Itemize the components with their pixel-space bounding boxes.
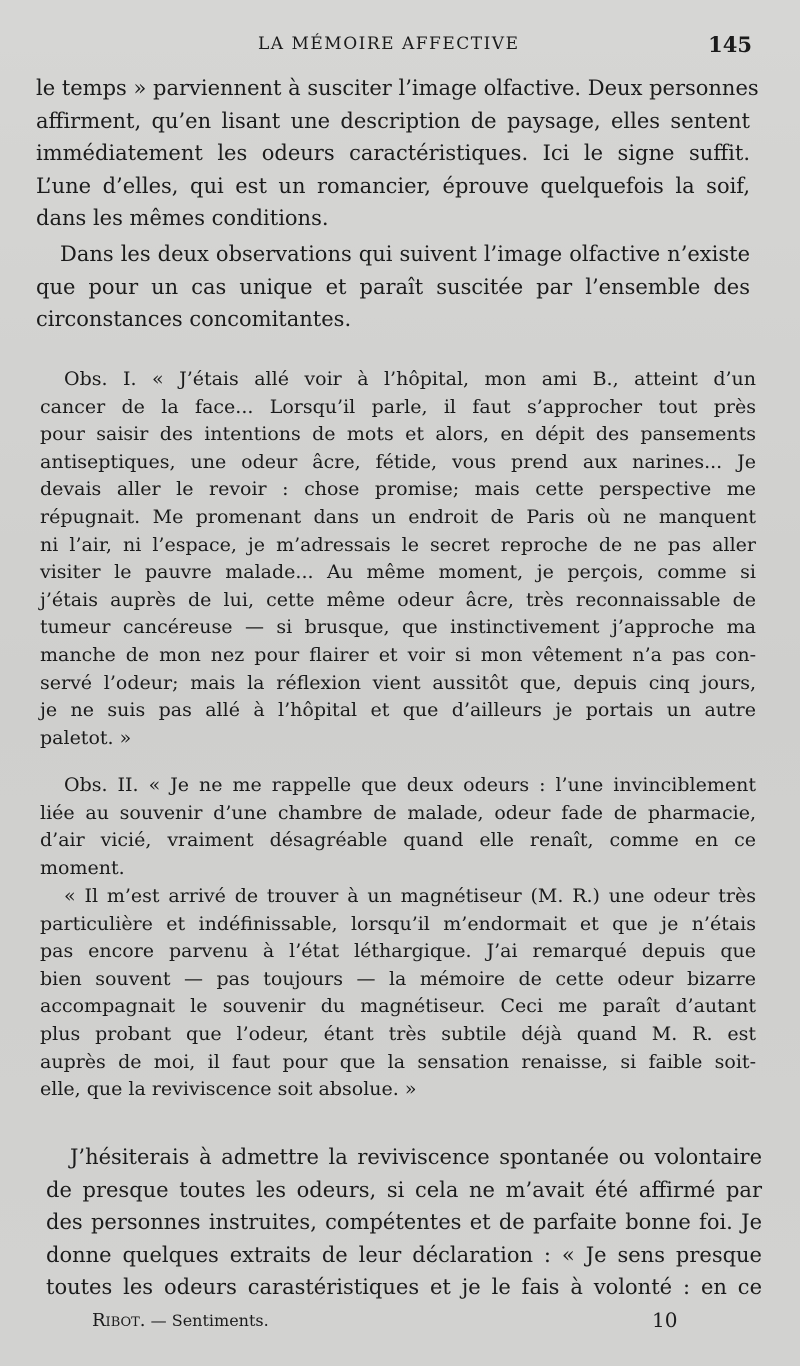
text-line: devais aller le revoir : chose promise; mais cette perspective me — [40, 478, 756, 501]
text-line: visiter le pauvre malade... Au même moment, je perçois, comme si — [40, 561, 756, 584]
text-line: paletot. » — [40, 726, 132, 749]
book-title: Sentiments. — [171, 1311, 269, 1330]
text-line: immédiatement les odeurs caractéristiques. Ici le signe suffit. — [36, 141, 750, 165]
text-line: Obs. II. « Je ne me rappelle que deux odeurs : l’une invinciblement — [64, 774, 756, 796]
text-line: J’hésiterais à admettre la reviviscence spontanée ou volontaire — [70, 1145, 762, 1169]
text-line: plus probant que l’odeur, étant très subtile déjà quand M. R. est — [40, 1022, 756, 1045]
running-title: LA MÉMOIRE AFFECTIVE — [258, 34, 520, 54]
observation-2 — [40, 772, 756, 882]
text-line: donne quelques extraits de leur déclaration : « Je sens presque — [46, 1242, 762, 1267]
paragraph-2 — [36, 238, 750, 336]
text-line: répugnait. Me promenant dans un endroit de Paris où ne manquent — [40, 505, 756, 528]
text-line: que pour un cas unique et paraît suscitée par l’ensemble des — [36, 274, 750, 299]
text-line: particulière et indéfinissable, lorsqu’il m’endormait et que je n’étais — [40, 912, 756, 935]
page-footer — [0, 1308, 800, 1338]
text-line: servé l’odeur; mais la réflexion vient aussitôt que, depuis cinq jours, — [40, 671, 756, 694]
text-line: cancer de la face... Lorsqu’il parle, il faut s’approcher tout près — [40, 395, 756, 418]
footer-separator: — — [150, 1311, 167, 1330]
text-line: pas encore parvenu à l’état léthargique. J’ai remarqué depuis que — [40, 940, 756, 963]
text-line: toutes les odeurs carastéristiques et je le fais à volonté : en ce — [46, 1275, 762, 1299]
page-number: 145 — [708, 32, 752, 57]
text-line: L’une d’elles, qui est un romancier, éprouve quelquefois la soif, — [36, 173, 750, 198]
footer-credit — [92, 1310, 269, 1331]
text-line: dans les mêmes conditions. — [36, 206, 329, 230]
text-line: le temps » parviennent à susciter l’image olfactive. Deux personnes — [36, 76, 759, 100]
text-line: ni l’air, ni l’espace, je m’adressais le secret reproche de ne pas aller — [40, 533, 756, 556]
text-line: elle, que la reviviscence soit absolue. » — [40, 1078, 417, 1101]
text-line: auprès de moi, il faut pour que la sensation renaisse, si faible soit- — [40, 1050, 756, 1073]
text-line: antiseptiques, une odeur âcre, fétide, vous prend aux narines... Je — [40, 450, 756, 473]
text-line: de presque toutes les odeurs, si cela ne m’avait été affirmé par — [46, 1177, 762, 1202]
text-line: accompagnait le souvenir du magnétiseur. Ceci me paraît d’autant — [40, 995, 756, 1018]
text-line: affirment, qu’en lisant une description de paysage, elles sentent — [36, 108, 750, 133]
paragraph-final — [46, 1141, 762, 1304]
paragraph-1 — [36, 72, 759, 235]
observation-2-continued — [40, 883, 756, 1104]
text-line: j’étais auprès de lui, cette même odeur âcre, très reconnaissable de — [40, 588, 756, 611]
text-line: Obs. I. « J’étais allé voir à l’hôpital, mon ami B., atteint d’un — [64, 368, 756, 390]
text-line: des personnes instruites, compétentes et de parfaite bonne foi. Je — [46, 1210, 762, 1234]
text-line: bien souvent — pas toujours — la mémoire de cette odeur bizarre — [40, 967, 756, 990]
page-header — [0, 32, 800, 62]
text-line: moment. — [40, 856, 125, 879]
text-line: manche de mon nez pour flairer et voir si mon vêtement n’a pas con- — [40, 643, 756, 666]
text-line: pour saisir des intentions de mots et alors, en dépit des pansements — [40, 423, 756, 446]
text-line: Dans les deux observations qui suivent l’image olfactive n’existe — [60, 242, 750, 266]
author-name: Ribot. — [92, 1310, 146, 1331]
text-line: liée au souvenir d’une chambre de malade, odeur fade de pharmacie, — [40, 801, 756, 824]
signature-mark: 10 — [652, 1308, 678, 1332]
text-line: je ne suis pas allé à l’hôpital et que d’ailleurs je portais un autre — [40, 699, 756, 722]
observation-1 — [40, 366, 756, 752]
text-line: tumeur cancéreuse — si brusque, que instinctivement j’approche ma — [40, 616, 756, 639]
text-line: circonstances concomitantes. — [36, 307, 352, 331]
text-line: « Il m’est arrivé de trouver à un magnétiseur (M. R.) une odeur très — [64, 885, 756, 907]
text-line: d’air vicié, vraiment désagréable quand elle renaît, comme en ce — [40, 829, 756, 852]
